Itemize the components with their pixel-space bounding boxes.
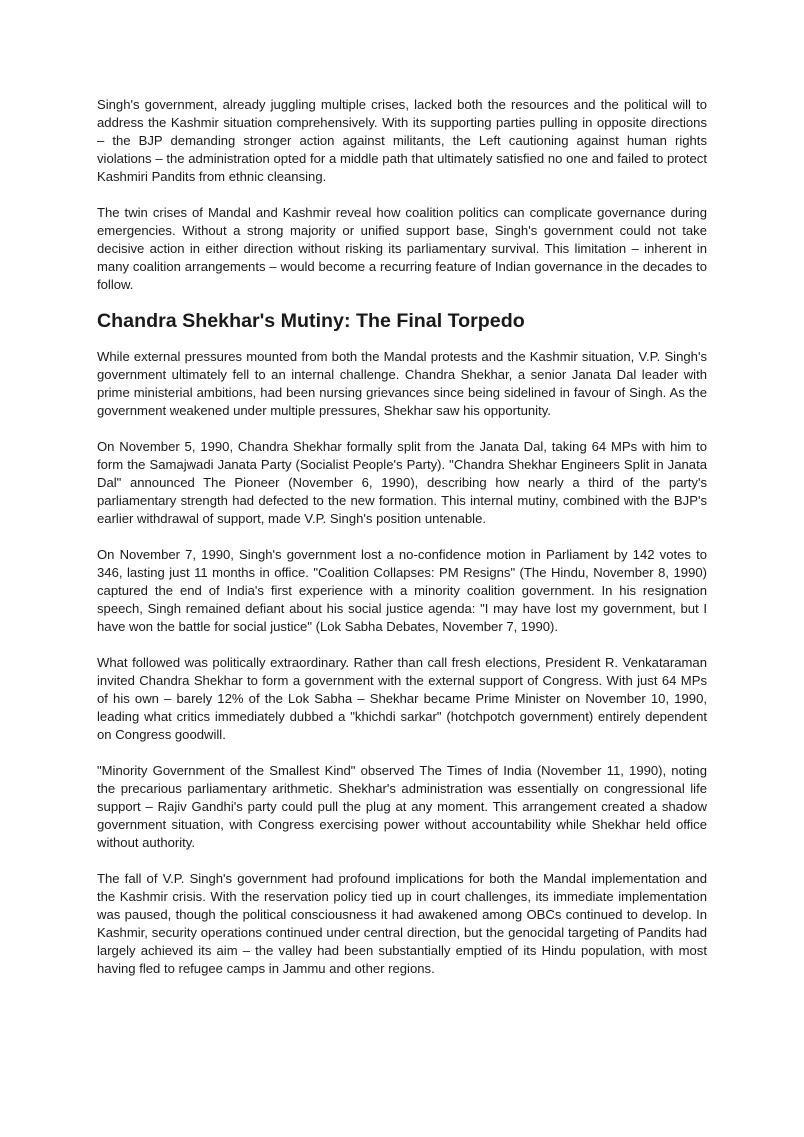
paragraph-fall-implications: The fall of V.P. Singh's government had profound implications for both the Mandal implementation and the Kashmir crisis. With the reservation policy tied up in court challenges, its immediate implementation was paused, though the political consciousness it had awakened among OBCs continued to develop. In Kashmir, security operations continued under central direction, but the genocidal targeting of Pandits had largely achieved its aim – the valley had been substantially emptied of its Hindu population, with most having fled to refugee camps in Jammu and other regions. bbox=[97, 871, 707, 976]
section-heading: Chandra Shekhar's Mutiny: The Final Torpedo bbox=[97, 310, 525, 332]
paragraph-khichdi-sarkar: What followed was politically extraordinary. Rather than call fresh elections, President R. Venkataraman invited Chandra Shekhar to form a government with the external support of Congress. With just 64 MPs of his own – barely 12% of the Lok Sabha – Shekhar became Prime Minister on November 10, 1990, leading what critics immediately dubbed a "khichdi sarkar" (hotchpotch government) entirely dependent on Congress goodwill. bbox=[97, 655, 707, 742]
paragraph-internal-challenge: While external pressures mounted from both the Mandal protests and the Kashmir situation, V.P. Singh's government ultimately fell to an internal challenge. Chandra Shekhar, a senior Janata Dal leader with prime ministerial ambitions, had been nursing grievances since being sidelined in favour of Singh. As the government weakened under multiple pressures, Shekhar saw his opportunity. bbox=[97, 349, 707, 418]
paragraph-no-confidence-motion: On November 7, 1990, Singh's government lost a no-confidence motion in Parliament by 142 votes to 346, lasting just 11 months in office. "Coalition Collapses: PM Resigns" (The Hindu, November 8, 1990) captured the end of India's first experience with a minority coalition government. In his resignation speech, Singh remained defiant about his social justice agenda: "I may have lost my government, but I have won the battle for social justice" (Lok Sabha Debates, November 7, 1990). bbox=[97, 547, 707, 634]
paragraph-twin-crises: The twin crises of Mandal and Kashmir reveal how coalition politics can complicate governance during emergencies. Without a strong majority or unified support base, Singh's government could not take decisive action in either direction without risking its parliamentary survival. This limitation – inherent in many coalition arrangements – would become a recurring feature of Indian governance in the decades to follow. bbox=[97, 205, 707, 292]
paragraph-kashmir-response: Singh's government, already juggling multiple crises, lacked both the resources and the political will to address the Kashmir situation comprehensively. With its supporting parties pulling in opposite directions – the BJP demanding stronger action against militants, the Left cautioning against human rights violations – the administration opted for a middle path that ultimately satisfied no one and failed to protect Kashmiri Pandits from ethnic cleansing. bbox=[97, 97, 707, 184]
paragraph-minority-government: "Minority Government of the Smallest Kind" observed The Times of India (November 11, 1990), noting the precarious parliamentary arithmetic. Shekhar's administration was essentially on congressional life support – Rajiv Gandhi's party could pull the plug at any moment. This arrangement created a shadow government situation, with Congress exercising power without accountability while Shekhar held office without authority. bbox=[97, 763, 707, 850]
document-page bbox=[97, 96, 707, 996]
paragraph-janata-dal-split: On November 5, 1990, Chandra Shekhar formally split from the Janata Dal, taking 64 MPs with him to form the Samajwadi Janata Party (Socialist People's Party). "Chandra Shekhar Engineers Split in Janata Dal" announced The Pioneer (November 6, 1990), describing how nearly a third of the party's parliamentary strength had defected to the new formation. This internal mutiny, combined with the BJP's earlier withdrawal of support, made V.P. Singh's position untenable. bbox=[97, 439, 707, 526]
